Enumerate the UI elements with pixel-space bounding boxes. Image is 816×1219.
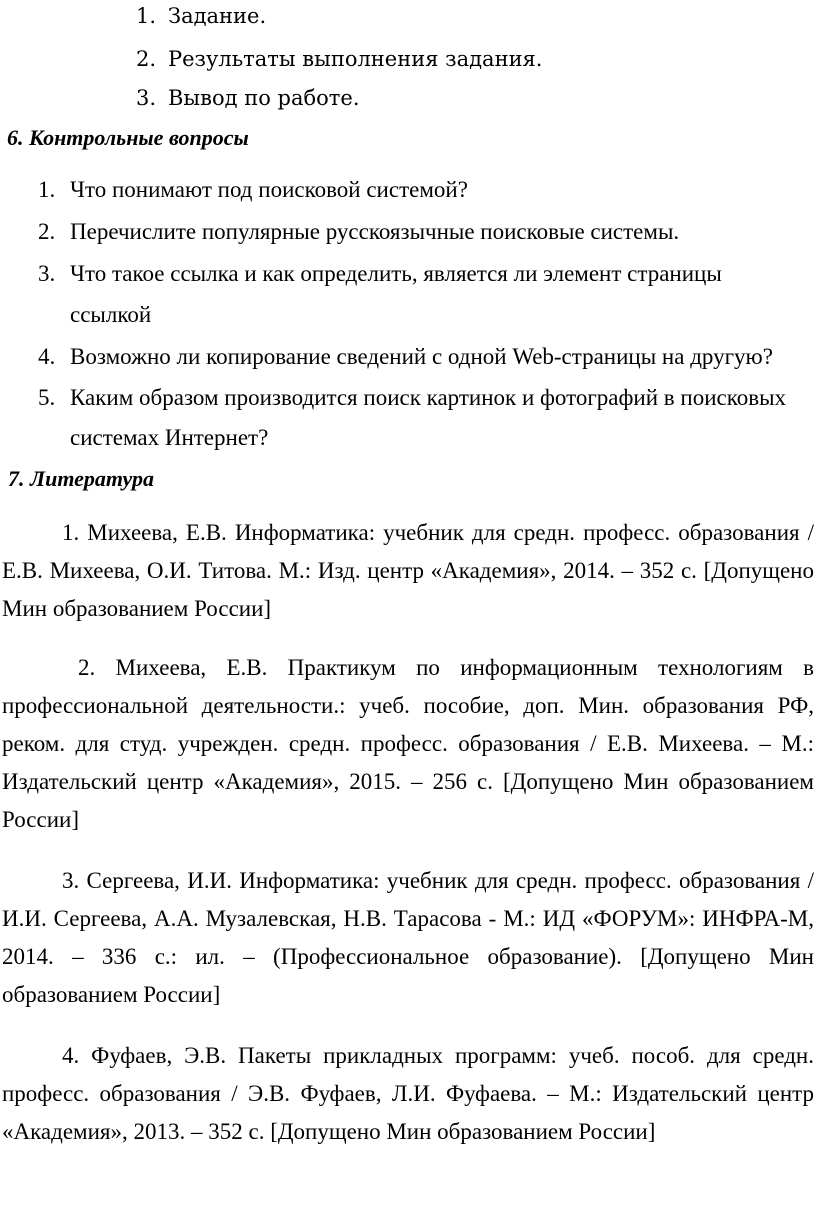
reference-item: 3. Сергеева, И.И. Информатика: учебник для средн. професс. образования / И.И. Сергеева, А.А. Музалевская, Н.В. Тарасова - М.: ИД «ФОРУМ»: ИНФРА-М, 2014. – 336 с.: ил. – (Профессиональное образование). [Допущено Мин образованием России] <box>2 868 814 1007</box>
question-text: Что понимают под поисковой системой? <box>70 177 468 202</box>
list-number: 1. <box>136 4 157 28</box>
question-continuation: ссылкой <box>70 302 152 327</box>
question-number: 2. <box>38 219 56 244</box>
question-item <box>38 176 468 204</box>
section-6-heading: 6. Контрольные вопросы <box>7 125 249 150</box>
list-text: Результаты выполнения задания. <box>168 47 543 71</box>
question-number: 1. <box>38 177 56 202</box>
question-text: Возможно ли копирование сведений с одной Web-страницы на другую? <box>70 344 773 369</box>
list-text: Вывод по работе. <box>168 86 360 110</box>
question-item <box>38 343 773 371</box>
list-item <box>136 45 542 73</box>
list-text: Задание. <box>168 4 267 28</box>
question-text: Каким образом производится поиск картинок и фотографий в поисковых <box>70 385 787 410</box>
question-number: 5. <box>38 385 56 410</box>
question-continuation: системах Интернет? <box>70 425 269 450</box>
reference-item: 2. Михеева, Е.В. Практикум по информационным технологиям в профессиональной деятельности.: учеб. пособие, доп. Мин. образования РФ, реком. для студ. учрежден. средн. професс. образования / Е.В. Михеева. – М.: Издательский центр «Академия», 2015. – 256 с. [Допущено Мин образованием России] <box>2 655 814 832</box>
list-item <box>136 2 266 30</box>
question-text: Что такое ссылка и как определить, является ли элемент страницы <box>70 261 722 286</box>
list-item <box>136 84 360 112</box>
reference-item: 4. Фуфаев, Э.В. Пакеты прикладных программ: учеб. пособ. для средн. професс. образования / Э.В. Фуфаев, Л.И. Фуфаева. – М.: Издательский центр «Академия», 2013. – 352 с. [Допущено Мин образованием России] <box>2 1043 814 1144</box>
question-item <box>38 260 722 288</box>
question-number: 3. <box>38 261 56 286</box>
reference-item: 1. Михеева, Е.В. Информатика: учебник для средн. професс. образования / Е.В. Михеева, О.И. Титова. М.: Изд. центр «Академия», 2014. – 352 с. [Допущено Мин образованием России] <box>2 520 814 621</box>
question-item <box>38 384 786 412</box>
question-text: Перечислите популярные русскоязычные поисковые системы. <box>70 219 680 244</box>
question-number: 4. <box>38 344 56 369</box>
list-number: 3. <box>136 86 157 110</box>
list-number: 2. <box>136 47 157 71</box>
section-7-heading: 7. Литература <box>8 466 154 491</box>
question-item <box>38 218 679 246</box>
